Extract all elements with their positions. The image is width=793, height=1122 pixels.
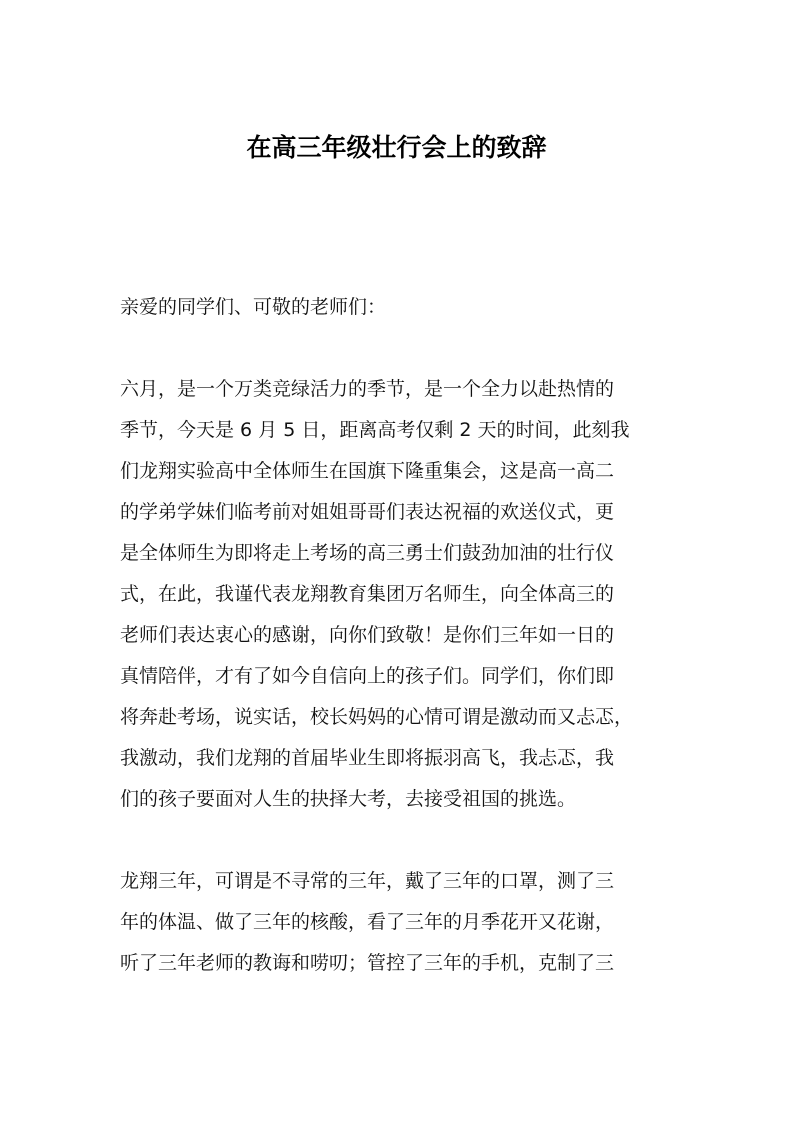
document-title: 在高三年级壮行会上的致辞 <box>246 133 547 162</box>
paragraph-line: 龙翔三年，可谓是不寻常的三年，戴了三年的口罩，测了三 <box>120 870 615 892</box>
paragraph-line: 六月，是一个万类竞绿活力的季节，是一个全力以赴热情的 <box>120 378 615 400</box>
blank-line <box>120 328 688 369</box>
paragraph-line: 们龙翔实验高中全体师生在国旗下隆重集会，这是高一高二 <box>120 460 615 482</box>
paragraph-line: 们的孩子要面对人生的抉择大考，去接受祖国的挑选。 <box>120 788 577 810</box>
paragraph-line: 季节，今天是 6 月 5 日，距离高考仅剩 2 天的时间，此刻我 <box>120 419 630 441</box>
blank-line <box>120 820 688 861</box>
paragraph-line: 是全体师生为即将走上考场的高三勇士们鼓劲加油的壮行仪 <box>120 542 615 564</box>
paragraph-line: 老师们表达衷心的感谢，向你们致敬！是你们三年如一日的 <box>120 624 615 646</box>
paragraph-line: 将奔赴考场，说实话，校长妈妈的心情可谓是激动而又忐忑， <box>120 706 634 728</box>
paragraph-line: 的学弟学妹们临考前对姐姐哥哥们表达祝福的欢送仪式，更 <box>120 501 615 523</box>
salutation-line: 亲爱的同学们、可敬的老师们： <box>120 296 387 318</box>
paragraph-line: 式，在此，我谨代表龙翔教育集团万名师生，向全体高三的 <box>120 583 615 605</box>
paragraph-line: 年的体温、做了三年的核酸，看了三年的月季花开又花谢， <box>120 911 615 933</box>
paragraph-line: 真情陪伴，才有了如今自信向上的孩子们。同学们，你们即 <box>120 665 615 687</box>
paragraph-line: 听了三年老师的教诲和唠叨；管控了三年的手机，克制了三 <box>120 952 615 974</box>
document-body <box>120 287 688 984</box>
paragraph-line: 我激动，我们龙翔的首届毕业生即将振羽高飞，我忐忑，我 <box>120 747 615 769</box>
